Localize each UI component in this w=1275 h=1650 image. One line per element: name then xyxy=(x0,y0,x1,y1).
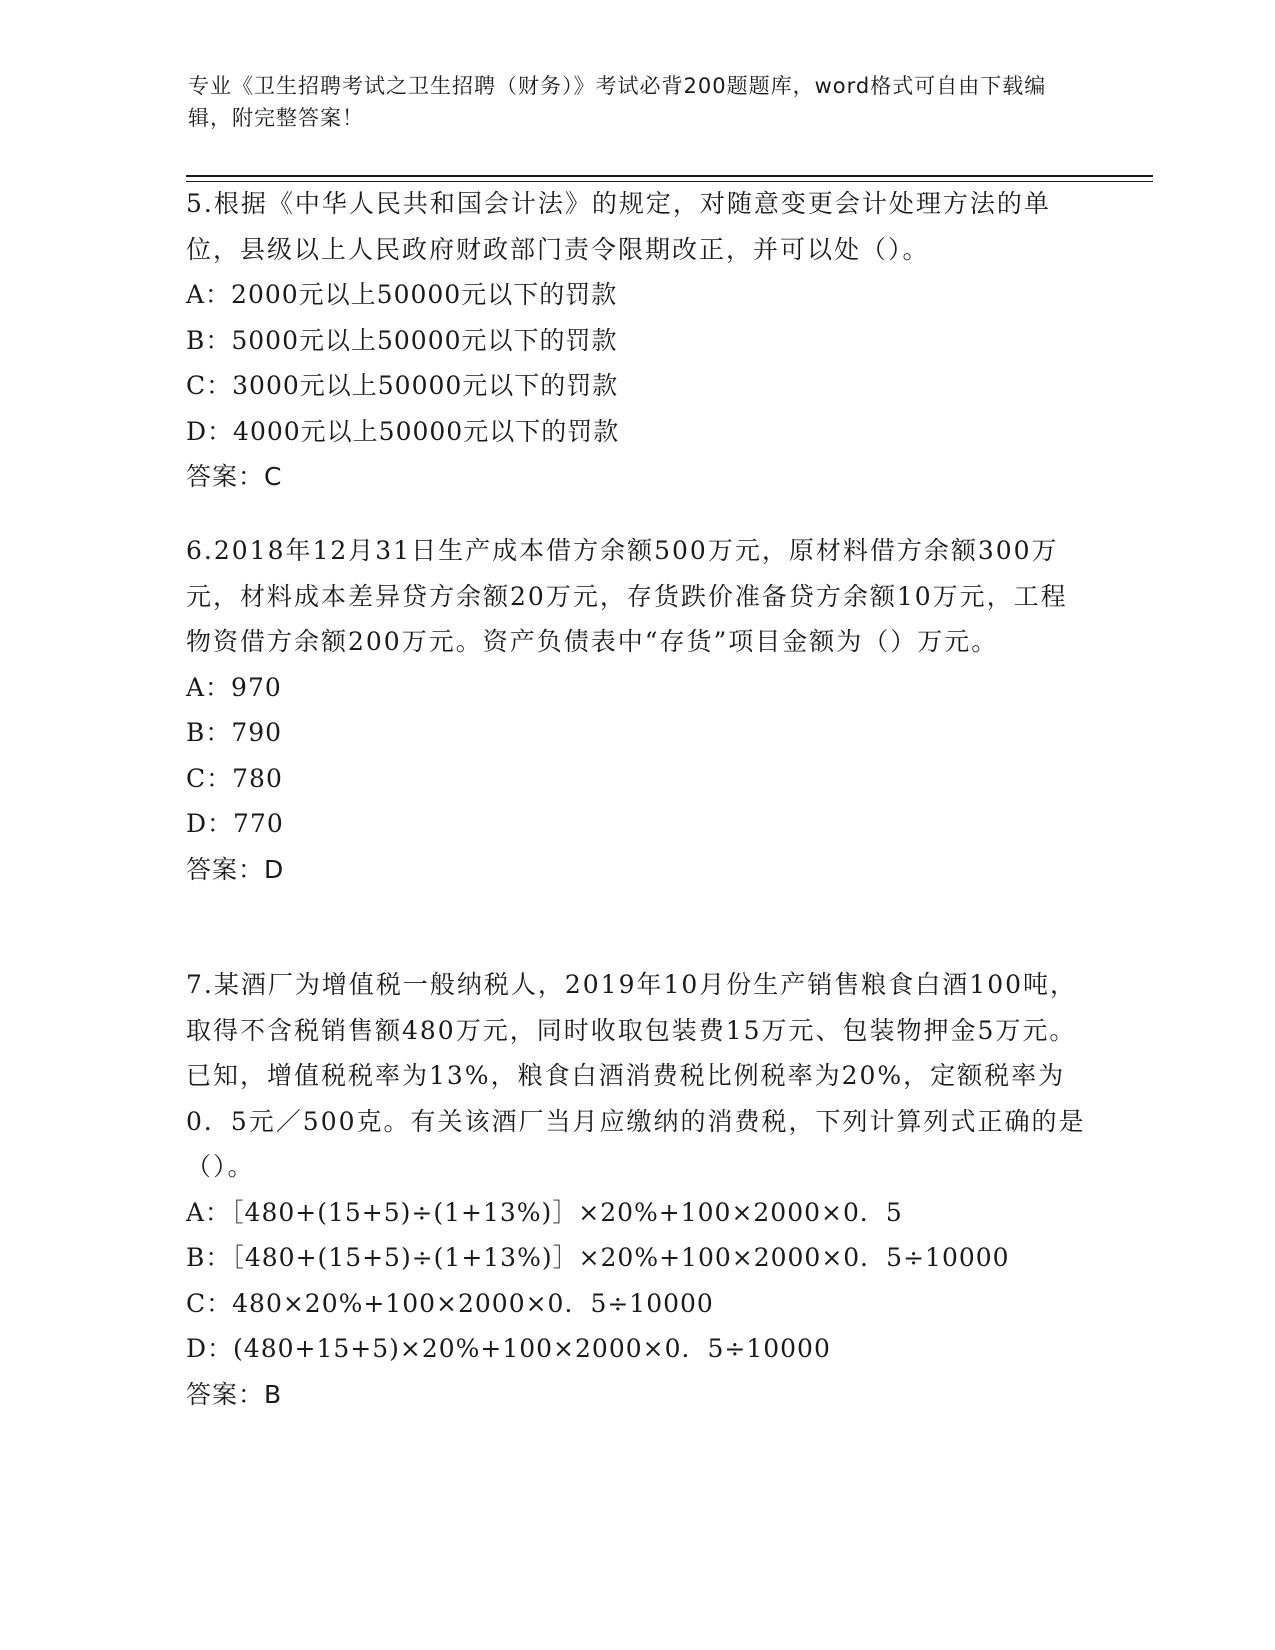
option-a: A：970 xyxy=(186,672,282,702)
question-5 xyxy=(186,181,1086,500)
option-d: D：(480+15+5)×20%+100×2000×0．5÷10000 xyxy=(186,1334,831,1363)
question-stem: 6.2018年12月31日生产成本借方余额500万元，原材料借方余额300万元，材料成本差异贷方余额20万元，存货跌价准备贷方余额10万元，工程物资借方余额200万元。资产负债表中“存货”项目金额为（）万元。 xyxy=(186,536,1068,656)
option-b: B：5000元以上50000元以下的罚款 xyxy=(186,325,618,355)
option-c: C：780 xyxy=(186,763,283,793)
question-stem: 5.根据《中华人民共和国会计法》的规定，对随意变更会计处理方法的单位，县级以上人民政府财政部门责令限期改正，并可以处（）。 xyxy=(186,189,1051,264)
option-b: B：［480+(15+5)÷(1+13%)］×20%+100×2000×0．5÷10000 xyxy=(186,1243,1010,1272)
option-d: D：770 xyxy=(186,809,284,838)
answer-label: 答案：D xyxy=(186,854,285,884)
option-a: A：2000元以上50000元以下的罚款 xyxy=(186,280,618,309)
option-a: A：［480+(15+5)÷(1+13%)］×20%+100×2000×0．5 xyxy=(186,1197,903,1227)
option-b: B：790 xyxy=(186,718,283,747)
answer-label: 答案：C xyxy=(186,462,283,491)
option-d: D：4000元以上50000元以下的罚款 xyxy=(186,416,620,446)
document-header: 专业《卫生招聘考试之卫生招聘（财务）》考试必背200题题库，word格式可自由下载编辑，附完整答案！ xyxy=(188,74,1047,130)
question-stem: 7.某酒厂为增值税一般纳税人，2019年10月份生产销售粮食白酒100吨，取得不含税销售额480万元，同时收取包装费15万元、包装物押金5万元。已知，增值税税率为13%，粮食白酒消费税比例税率为20%，定额税率为0．5元／500克。有关该酒厂当月应缴纳的消费税，下列计算列式正确的是（）。 xyxy=(186,970,1086,1181)
question-7 xyxy=(186,962,1086,1417)
answer-label: 答案：B xyxy=(186,1379,283,1409)
option-c: C：3000元以上50000元以下的罚款 xyxy=(186,371,619,400)
option-c: C：480×20%+100×2000×0．5÷10000 xyxy=(186,1288,714,1318)
header-divider-thick xyxy=(186,175,1153,177)
question-6 xyxy=(186,528,1086,892)
